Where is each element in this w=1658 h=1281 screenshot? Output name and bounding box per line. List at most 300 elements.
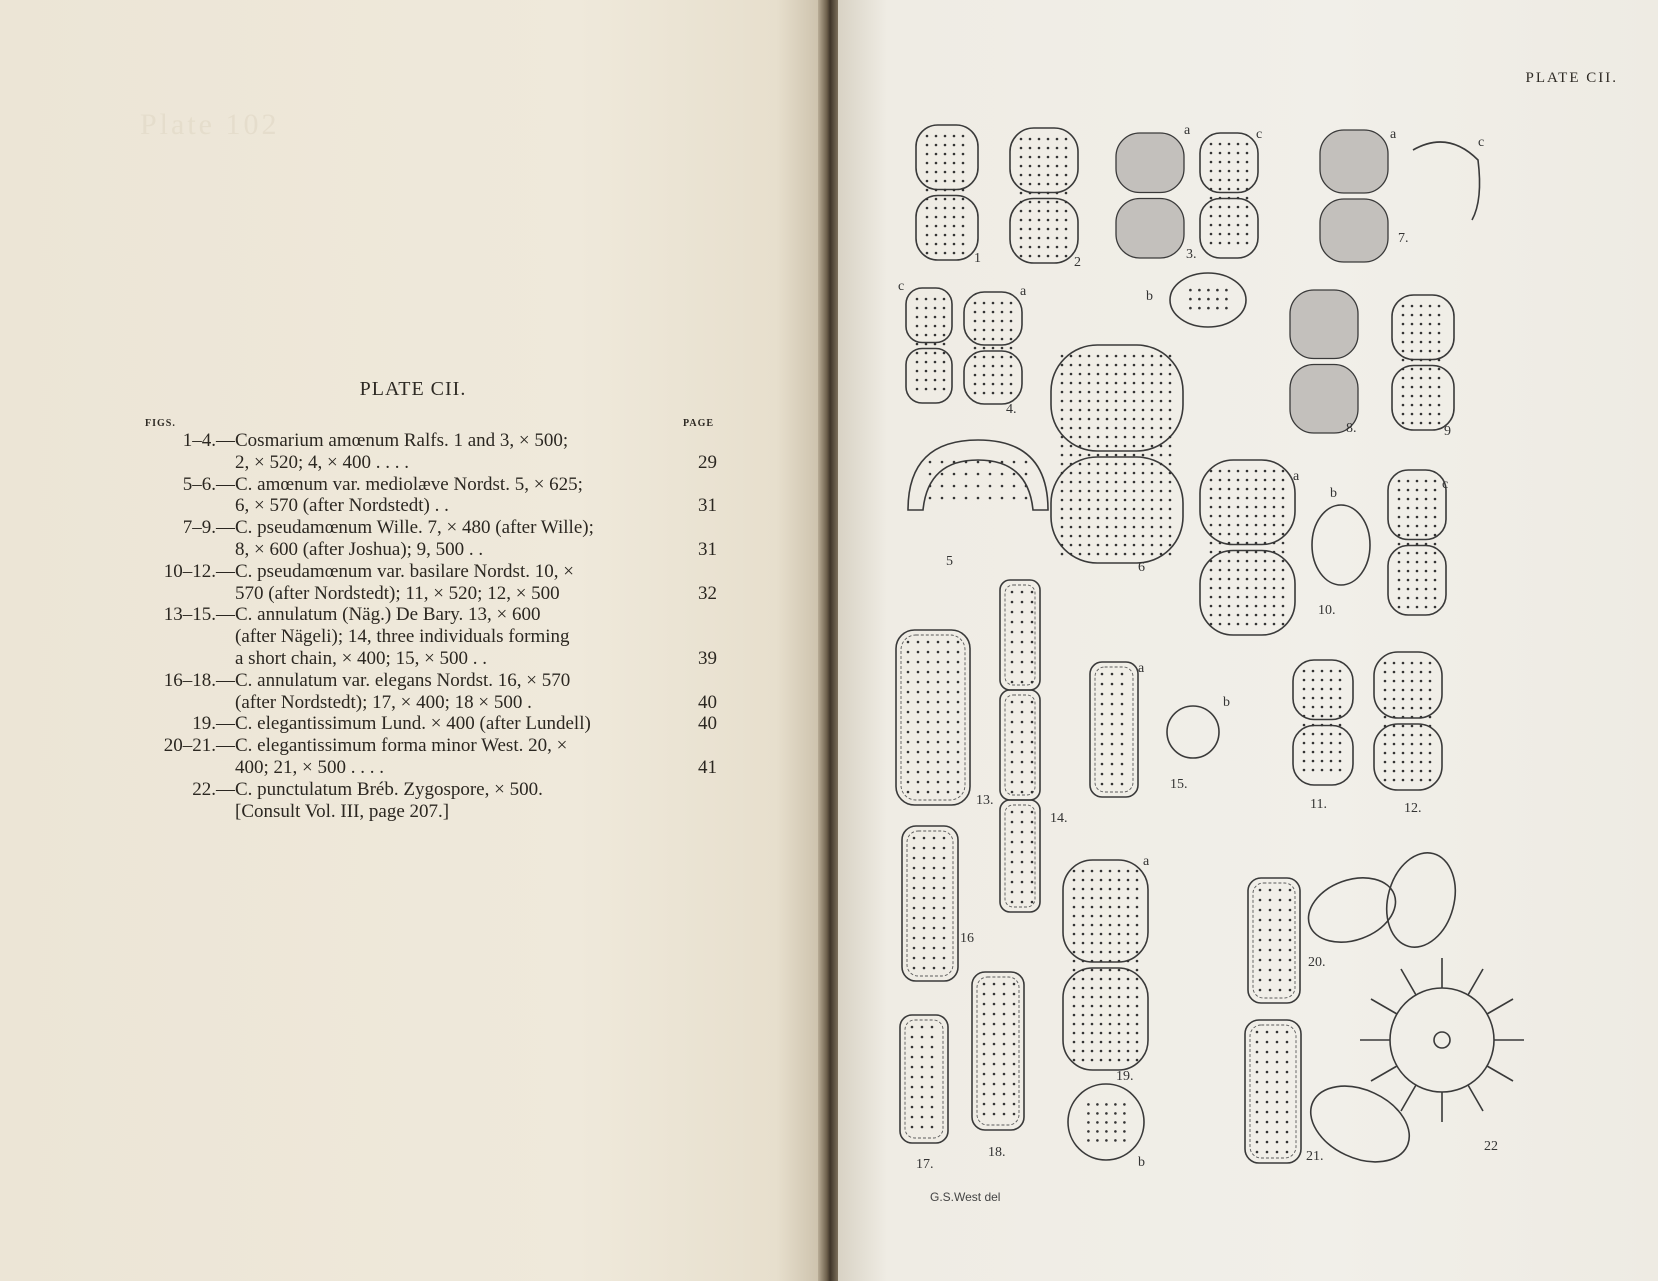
fig-16-cell-granule	[943, 867, 946, 870]
fig-1-cell-granule	[962, 144, 965, 147]
fig-17-cell-granule	[931, 1056, 934, 1059]
fig-4-label: 4.	[1006, 402, 1017, 417]
fig-12-cell-granule	[1402, 689, 1405, 692]
fig-13-cell-granule	[917, 641, 920, 644]
fig-6-cell-granule	[1160, 391, 1163, 394]
fig-19a-cell-granule	[1082, 1032, 1085, 1035]
fig-16-cell-granule	[933, 967, 936, 970]
book-gutter	[818, 0, 840, 1281]
fig-3b-cell-granule	[1189, 298, 1192, 301]
fig-10a-cell-granule	[1237, 596, 1240, 599]
fig-3c-cell-granule	[1219, 206, 1222, 209]
fig-6-cell-granule	[1115, 373, 1118, 376]
legend-description: C. punctulatum Bréb. Zygospore, × 500.	[235, 778, 543, 800]
fig-3b-cell-granule	[1189, 307, 1192, 310]
fig-10a-cell-granule	[1255, 524, 1258, 527]
fig-16-cell-granule	[933, 837, 936, 840]
fig-6-cell-granule	[1142, 544, 1145, 547]
fig-1-cell-granule	[926, 171, 929, 174]
ghost-show-through-text: Plate 102	[140, 108, 280, 141]
fig-1-cell-granule	[962, 243, 965, 246]
fig-13-cell-granule	[917, 681, 920, 684]
page-reference: 31	[698, 538, 717, 560]
fig-19a-cell-granule	[1100, 1041, 1103, 1044]
fig-10a-cell-granule	[1219, 623, 1222, 626]
fig-19a-cell-granule	[1109, 951, 1112, 954]
fig-6-cell-granule	[1151, 472, 1154, 475]
fig-10a-cell-granule	[1228, 623, 1231, 626]
fig-10c-cell-granule	[1398, 489, 1401, 492]
fig-6-cell-granule	[1061, 391, 1064, 394]
fig-12-cell-granule	[1411, 662, 1414, 665]
fig-19a-cell-granule	[1100, 987, 1103, 990]
fig-20-cell-granule	[1259, 919, 1262, 922]
fig-12-cell-granule	[1411, 743, 1414, 746]
fig-21-cell-granule	[1286, 1071, 1289, 1074]
fig-16-cell-granule	[943, 927, 946, 930]
fig-10a-cell-granule	[1246, 470, 1249, 473]
fig-16-cell-granule	[923, 957, 926, 960]
fig-15a-cell-granule	[1111, 703, 1114, 706]
fig-14-cell-2-granule	[1011, 751, 1014, 754]
fig-13-cell-granule	[937, 741, 940, 744]
fig-9-cell-granule	[1429, 323, 1432, 326]
fig-10a-cell-granule	[1273, 488, 1276, 491]
fig-1-cell-granule	[944, 207, 947, 210]
fig-13-cell-granule	[927, 731, 930, 734]
fig-10a-cell-granule	[1228, 578, 1231, 581]
fig-19a-cell-granule	[1127, 879, 1130, 882]
fig-3b-cell-granule	[1216, 298, 1219, 301]
fig-12-cell-granule	[1429, 680, 1432, 683]
fig-6-cell-granule	[1106, 382, 1109, 385]
fig-2-cell-granule	[1047, 138, 1050, 141]
fig-6-cell-granule	[1088, 445, 1091, 448]
fig-6-cell-granule	[1088, 355, 1091, 358]
fig-2-cell-granule	[1038, 183, 1041, 186]
fig-10a-cell-granule	[1210, 515, 1213, 518]
fig-2-cell-granule	[1029, 237, 1032, 240]
fig-6-cell-granule	[1079, 544, 1082, 547]
fig-10c-cell-granule	[1416, 552, 1419, 555]
fig-7c-label: c	[1478, 135, 1485, 150]
fig-10a-cell-granule	[1237, 497, 1240, 500]
legend-line	[100, 757, 722, 779]
fig-6-cell-granule	[1079, 454, 1082, 457]
fig-2-cell-granule	[1056, 156, 1059, 159]
fig-18-cell-granule	[1003, 1113, 1006, 1116]
fig-12-cell-granule	[1384, 671, 1387, 674]
fig-18-cell-granule	[1003, 993, 1006, 996]
fig-18-cell-granule	[993, 1033, 996, 1036]
fig-5-granule	[941, 473, 944, 476]
fig-13-cell-granule	[947, 791, 950, 794]
fig-14-cell-3-granule	[1031, 881, 1034, 884]
fig-10a-cell-granule	[1210, 578, 1213, 581]
fig-19a-cell-granule	[1100, 888, 1103, 891]
fig-2-cell-granule	[1056, 147, 1059, 150]
fig-15a-cell-granule	[1121, 753, 1124, 756]
legend-line	[100, 561, 722, 583]
figure-range: 19.—	[192, 713, 235, 735]
fig-16-cell-granule	[943, 857, 946, 860]
fig-21-cell-granule	[1276, 1091, 1279, 1094]
fig-12-cell-granule	[1393, 680, 1396, 683]
fig-11-cell-granule	[1312, 715, 1315, 718]
fig-21-cell-granule	[1266, 1031, 1269, 1034]
fig-9-cell-granule	[1420, 368, 1423, 371]
fig-13-cell-granule	[907, 691, 910, 694]
fig-5-granule	[965, 473, 968, 476]
fig-6-cell-granule	[1133, 355, 1136, 358]
fig-19a-cell-granule	[1073, 933, 1076, 936]
fig-14-cell-1-granule	[1031, 601, 1034, 604]
fig-13-cell-granule	[917, 661, 920, 664]
fig-2-cell	[1010, 128, 1078, 193]
fig-6-cell-granule	[1115, 445, 1118, 448]
fig-6-cell-granule	[1124, 481, 1127, 484]
fig-6-cell-granule	[1088, 409, 1091, 412]
fig-6-cell-granule	[1124, 427, 1127, 430]
fig-12-cell-granule	[1402, 671, 1405, 674]
fig-12-cell-granule	[1429, 761, 1432, 764]
fig-18-cell-granule	[1013, 1003, 1016, 1006]
fig-14-cell-3-granule	[1021, 821, 1024, 824]
fig-11-cell-granule	[1339, 733, 1342, 736]
fig-5-granule	[977, 473, 980, 476]
fig-2-cell-granule	[1029, 246, 1032, 249]
fig-4a-cell-granule	[974, 392, 977, 395]
fig-10c-cell-granule	[1425, 606, 1428, 609]
fig-19a-cell-granule	[1091, 1032, 1094, 1035]
fig-19a-cell-granule	[1082, 960, 1085, 963]
fig-9-cell-granule	[1411, 314, 1414, 317]
fig-11-cell-granule	[1339, 751, 1342, 754]
fig-9-cell-granule	[1438, 314, 1441, 317]
fig-18-cell-granule	[993, 1093, 996, 1096]
fig-10a-cell-granule	[1228, 488, 1231, 491]
fig-6-cell-granule	[1115, 427, 1118, 430]
fig-11-cell-granule	[1303, 697, 1306, 700]
fig-6-cell-granule	[1169, 508, 1172, 511]
fig-10a-cell-granule	[1255, 605, 1258, 608]
fig-6-cell-granule	[1142, 535, 1145, 538]
fig-20-cell-granule	[1279, 949, 1282, 952]
fig-10a-cell-granule	[1246, 533, 1249, 536]
fig-12-cell-granule	[1420, 743, 1423, 746]
fig-10a-cell-granule	[1264, 614, 1267, 617]
fig-2-cell-granule	[1038, 246, 1041, 249]
fig-11-cell-granule	[1330, 670, 1333, 673]
fig-14-cell-3-granule	[1031, 851, 1034, 854]
fig-6-cell-granule	[1079, 481, 1082, 484]
fig-14-cell-3-granule	[1011, 861, 1014, 864]
fig-3c-cell-granule	[1246, 179, 1249, 182]
fig-6-cell-granule	[1106, 454, 1109, 457]
fig-14-cell-2-granule	[1021, 711, 1024, 714]
fig-22-spine	[1401, 1085, 1416, 1111]
fig-1-cell-granule	[935, 144, 938, 147]
fig-15a-cell-granule	[1101, 763, 1104, 766]
fig-4a-cell-granule	[983, 302, 986, 305]
page-reference: 39	[698, 647, 717, 669]
fig-21-cell-granule	[1266, 1081, 1269, 1084]
fig-10a-cell-granule	[1282, 488, 1285, 491]
fig-3c-cell-granule	[1228, 152, 1231, 155]
fig-21-cell-granule	[1286, 1131, 1289, 1134]
fig-6-cell-granule	[1142, 481, 1145, 484]
fig-17-cell-granule	[921, 1056, 924, 1059]
fig-15a-cell-granule	[1121, 763, 1124, 766]
fig-19a-cell-granule	[1109, 969, 1112, 972]
fig-19a-cell-granule	[1091, 924, 1094, 927]
fig-10c-cell-granule	[1434, 489, 1437, 492]
fig-13-cell-granule	[957, 711, 960, 714]
fig-12-cell-granule	[1411, 689, 1414, 692]
fig-3c-cell-granule	[1219, 143, 1222, 146]
fig-17-cell-granule	[911, 1066, 914, 1069]
fig-15a-cell-granule	[1121, 723, 1124, 726]
legend-description: 6, × 570 (after Nordstedt) . .	[235, 495, 449, 517]
fig-20-cell-granule	[1279, 939, 1282, 942]
fig-19b-cell-granule	[1096, 1112, 1099, 1115]
fig-19a-cell-granule	[1136, 888, 1139, 891]
fig-6-cell-granule	[1160, 544, 1163, 547]
fig-4a-cell-granule	[974, 311, 977, 314]
fig-6-cell-granule	[1097, 454, 1100, 457]
fig-6-cell-granule	[1133, 445, 1136, 448]
fig-9-cell-granule	[1420, 413, 1423, 416]
page-column-header: PAGE	[683, 418, 715, 429]
fig-10a-cell-granule	[1255, 542, 1258, 545]
fig-1-cell-granule	[953, 243, 956, 246]
fig-10a-cell-granule	[1282, 470, 1285, 473]
fig-11-cell-granule	[1330, 751, 1333, 754]
fig-11-cell-granule	[1321, 697, 1324, 700]
fig-1-cell-granule	[953, 171, 956, 174]
fig-6-cell-granule	[1115, 391, 1118, 394]
fig-19a-cell-granule	[1118, 978, 1121, 981]
fig-19b-cell-granule	[1105, 1130, 1108, 1133]
fig-15a-cell-inner	[1095, 667, 1133, 792]
fig-3c-cell-granule	[1237, 188, 1240, 191]
fig-6-cell-granule	[1142, 553, 1145, 556]
fig-19a-cell-granule	[1091, 987, 1094, 990]
fig-14-cell-2-granule	[1021, 751, 1024, 754]
fig-4a-cell-granule	[1010, 347, 1013, 350]
fig-20-cell-granule	[1269, 899, 1272, 902]
fig-19a-cell-granule	[1100, 1059, 1103, 1062]
fig-14-cell-3-granule	[1021, 901, 1024, 904]
fig-18-cell-granule	[1013, 1043, 1016, 1046]
fig-4a-cell-granule	[974, 347, 977, 350]
fig-10a-cell	[1200, 551, 1295, 636]
fig-13-cell-granule	[947, 751, 950, 754]
fig-13-cell-granule	[927, 781, 930, 784]
fig-14-cell-1-granule	[1031, 661, 1034, 664]
fig-4a-cell-granule	[992, 356, 995, 359]
fig-4c-cell-granule	[943, 352, 946, 355]
fig-10a-cell-granule	[1246, 479, 1249, 482]
fig-21-cell-granule	[1256, 1111, 1259, 1114]
fig-6-cell-granule	[1115, 535, 1118, 538]
fig-17-cell-granule	[931, 1116, 934, 1119]
fig-16-cell-granule	[913, 907, 916, 910]
fig-18-cell-granule	[993, 983, 996, 986]
legend-description: [Consult Vol. III, page 207.]	[235, 800, 450, 822]
fig-2-cell-granule	[1038, 192, 1041, 195]
fig-16-cell-granule	[923, 857, 926, 860]
fig-1-cell-granule	[962, 180, 965, 183]
legend-description: C. amœnum var. mediolæve Nordst. 5, × 625;	[235, 473, 583, 495]
fig-6-cell-granule	[1133, 454, 1136, 457]
fig-10a-cell-granule	[1264, 569, 1267, 572]
fig-15a-cell-granule	[1101, 753, 1104, 756]
fig-10c-cell-granule	[1416, 480, 1419, 483]
fig-6-cell-granule	[1133, 409, 1136, 412]
fig-6-cell-granule	[1070, 364, 1073, 367]
fig-9-cell-granule	[1438, 341, 1441, 344]
fig-12-cell-granule	[1429, 689, 1432, 692]
fig-6-cell-granule	[1097, 409, 1100, 412]
fig-6-cell-granule	[1097, 481, 1100, 484]
fig-2-cell-granule	[1038, 165, 1041, 168]
fig-6-cell-granule	[1124, 355, 1127, 358]
fig-6-cell-granule	[1079, 436, 1082, 439]
fig-6-cell-granule	[1133, 364, 1136, 367]
fig-4a-cell-granule	[1001, 320, 1004, 323]
fig-22-spine	[1401, 969, 1416, 995]
fig-18-cell-granule	[1003, 1083, 1006, 1086]
fig-19a-cell-granule	[1082, 906, 1085, 909]
fig-20-cell-granule	[1289, 969, 1292, 972]
fig-13-cell-granule	[917, 751, 920, 754]
fig-19a-cell-granule	[1100, 942, 1103, 945]
fig-6-cell-granule	[1142, 436, 1145, 439]
fig-15a-cell-granule	[1111, 783, 1114, 786]
fig-6-cell-granule	[1106, 463, 1109, 466]
fig-7c-outline	[1413, 142, 1480, 220]
fig-13-cell-granule	[947, 741, 950, 744]
fig-21-cell-granule	[1256, 1071, 1259, 1074]
fig-17-cell-granule	[911, 1086, 914, 1089]
fig-16-cell-granule	[923, 867, 926, 870]
fig-13-cell-granule	[907, 761, 910, 764]
fig-11-cell-granule	[1312, 670, 1315, 673]
fig-6-cell-granule	[1151, 418, 1154, 421]
fig-5-granule	[1001, 473, 1004, 476]
fig-2-cell-granule	[1020, 192, 1023, 195]
fig-14-cell-1-granule	[1011, 681, 1014, 684]
fig-10a-cell-granule	[1219, 515, 1222, 518]
fig-10c-cell-granule	[1407, 606, 1410, 609]
fig-15a-cell-granule	[1121, 783, 1124, 786]
fig-16-cell-granule	[913, 917, 916, 920]
fig-20-cell-granule	[1269, 979, 1272, 982]
fig-20-cell-granule	[1269, 949, 1272, 952]
fig-4c-cell-granule	[916, 325, 919, 328]
fig-10c-cell-granule	[1398, 534, 1401, 537]
fig-2-cell-granule	[1065, 246, 1068, 249]
fig-12-cell-granule	[1429, 716, 1432, 719]
fig-6-cell-granule	[1070, 490, 1073, 493]
fig-2-cell-granule	[1047, 174, 1050, 177]
fig-19a-cell-granule	[1091, 897, 1094, 900]
fig-10a-label: a	[1293, 469, 1300, 484]
fig-1-cell-granule	[935, 252, 938, 255]
fig-5-granule	[1013, 485, 1016, 488]
legend-description: 570 (after Nordstedt); 11, × 520; 12, × 500	[235, 582, 560, 604]
fig-9-cell-granule	[1411, 341, 1414, 344]
fig-11-cell-granule	[1321, 688, 1324, 691]
fig-12-cell-granule	[1402, 716, 1405, 719]
fig-3c-cell-granule	[1237, 179, 1240, 182]
fig-4a-cell-granule	[1010, 338, 1013, 341]
legend-line	[100, 779, 722, 801]
fig-19a-cell-granule	[1073, 960, 1076, 963]
fig-13-cell-granule	[907, 661, 910, 664]
fig-1-cell-granule	[962, 198, 965, 201]
fig-14-cell-2-granule	[1021, 761, 1024, 764]
fig-12-cell-granule	[1420, 716, 1423, 719]
fig-12-cell-granule	[1393, 725, 1396, 728]
fig-6-cell-granule	[1106, 526, 1109, 529]
fig-13-cell-granule	[937, 661, 940, 664]
fig-17-cell-granule	[911, 1116, 914, 1119]
fig-20-cell-granule	[1279, 989, 1282, 992]
legend-line	[100, 670, 722, 692]
fig-21-cell-granule	[1276, 1151, 1279, 1154]
fig-14-cell-1-granule	[1011, 631, 1014, 634]
fig-19a-cell-granule	[1073, 1041, 1076, 1044]
fig-6-cell-granule	[1142, 472, 1145, 475]
fig-13-cell-granule	[937, 791, 940, 794]
fig-10c-cell-granule	[1416, 489, 1419, 492]
fig-2-cell-granule	[1020, 219, 1023, 222]
fig-13-cell-granule	[957, 701, 960, 704]
fig-2-cell-granule	[1029, 228, 1032, 231]
fig-14-cell-1-granule	[1021, 681, 1024, 684]
fig-4a-cell	[964, 292, 1022, 345]
fig-16-cell-granule	[933, 887, 936, 890]
fig-6-cell-granule	[1088, 400, 1091, 403]
fig-19a-cell-granule	[1100, 1032, 1103, 1035]
fig-3b-cell-granule	[1207, 298, 1210, 301]
fig-10a-cell-granule	[1273, 614, 1276, 617]
fig-10a-cell-granule	[1219, 533, 1222, 536]
fig-14-cell-2-granule	[1011, 741, 1014, 744]
fig-11-cell-granule	[1303, 742, 1306, 745]
fig-9-cell-granule	[1438, 350, 1441, 353]
page-reference: 41	[698, 756, 717, 778]
fig-10a-cell-granule	[1228, 506, 1231, 509]
plate-illustrations	[838, 0, 1658, 1281]
fig-20-cell-granule	[1289, 939, 1292, 942]
fig-20-cell-granule	[1279, 899, 1282, 902]
fig-19a-cell-granule	[1118, 969, 1121, 972]
fig-6-cell-granule	[1070, 445, 1073, 448]
fig-3b-cell-granule	[1198, 289, 1201, 292]
fig-10a-cell-granule	[1255, 470, 1258, 473]
fig-19a-cell-granule	[1100, 906, 1103, 909]
fig-19a-cell-granule	[1091, 1041, 1094, 1044]
fig-21-cell-granule	[1266, 1041, 1269, 1044]
fig-19a-cell	[1063, 860, 1148, 962]
fig-2-cell-granule	[1029, 138, 1032, 141]
fig-19a-cell-granule	[1082, 978, 1085, 981]
fig-13-cell-granule	[917, 701, 920, 704]
fig-9-cell-granule	[1420, 323, 1423, 326]
